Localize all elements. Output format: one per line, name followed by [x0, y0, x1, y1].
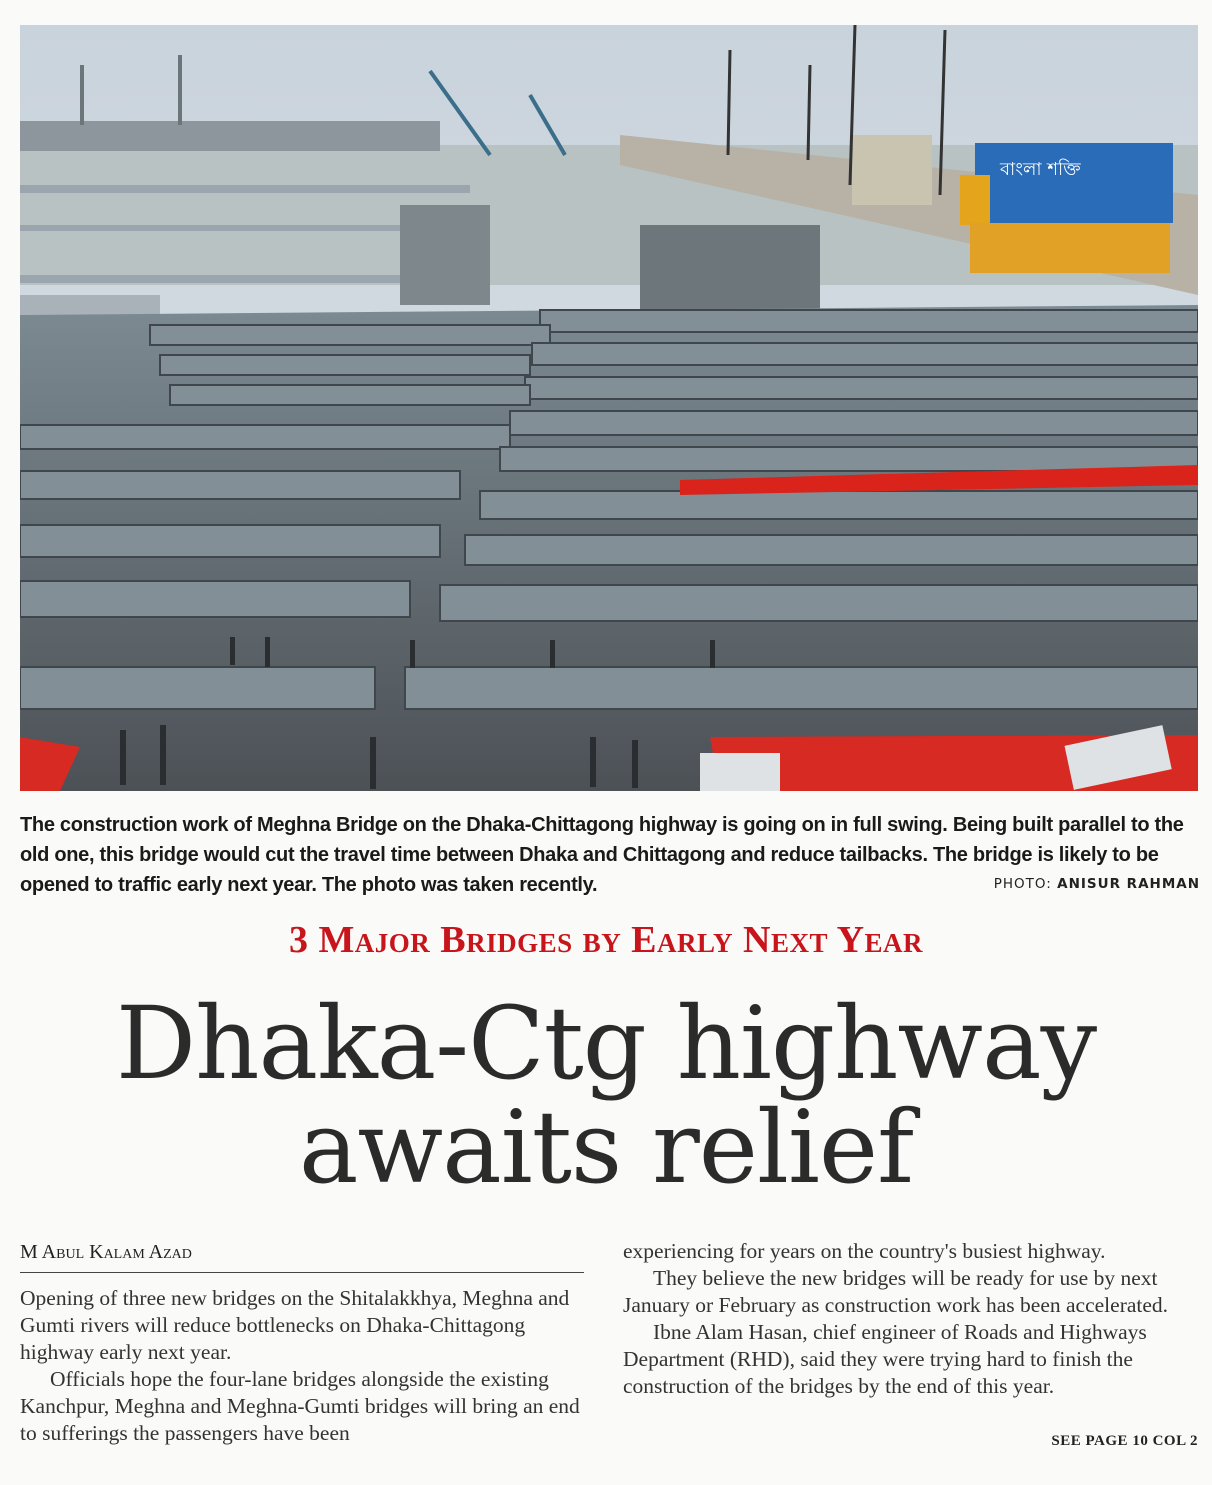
caption-text: The construction work of Meghna Bridge on the Dhaka-Chittagong highway is going on in full swing. Being built parallel to the old one, this bridge would cut the travel time between Dhaka and Chittagong and reduce tailbacks. The bridge is likely to be opened to traffic early next year. The photo was taken recently. [20, 814, 1184, 896]
headline-line-2: awaits relief [298, 1089, 914, 1206]
paragraph: experiencing for years on the country's busiest highway. [623, 1239, 1106, 1263]
article-column-2 [623, 1238, 1193, 1400]
article-column-1 [20, 1285, 590, 1447]
kicker-headline: 3 Major Bridges by Early Next Year [288, 919, 924, 961]
photo-credit [994, 876, 1200, 892]
photo-illustration [20, 25, 1198, 791]
credit-name: ANISUR RAHMAN [1057, 876, 1200, 892]
headline-line-1: Dhaka-Ctg highway [115, 985, 1097, 1102]
credit-label: PHOTO: [993, 876, 1052, 892]
byline: M Abul Kalam Azad [20, 1241, 192, 1263]
continuation-jump[interactable]: SEE PAGE 10 COL 2 [1051, 1433, 1198, 1449]
paragraph: Ibne Alam Hasan, chief engineer of Roads and Highways Department (RHD), said they were trying hard to finish the construction of the bridges by the end of this year. [623, 1320, 1147, 1398]
byline-divider [20, 1272, 584, 1273]
truck-sign: বাংলা শক্তি [1000, 159, 1081, 180]
bridge-construction-photo [20, 25, 1198, 791]
paragraph: Officials hope the four-lane bridges alongside the existing Kanchpur, Meghna and Meghna-Gumti bridges will bring an end to sufferings the passengers have been [20, 1367, 580, 1445]
main-headline [0, 985, 1212, 1206]
paragraph: They believe the new bridges will be ready for use by next January or February as construction work has been accelerated. [623, 1266, 1169, 1317]
paragraph: Opening of three new bridges on the Shitalakkhya, Meghna and Gumti rivers will reduce bottlenecks on Dhaka-Chittagong highway early next year. [20, 1286, 570, 1364]
